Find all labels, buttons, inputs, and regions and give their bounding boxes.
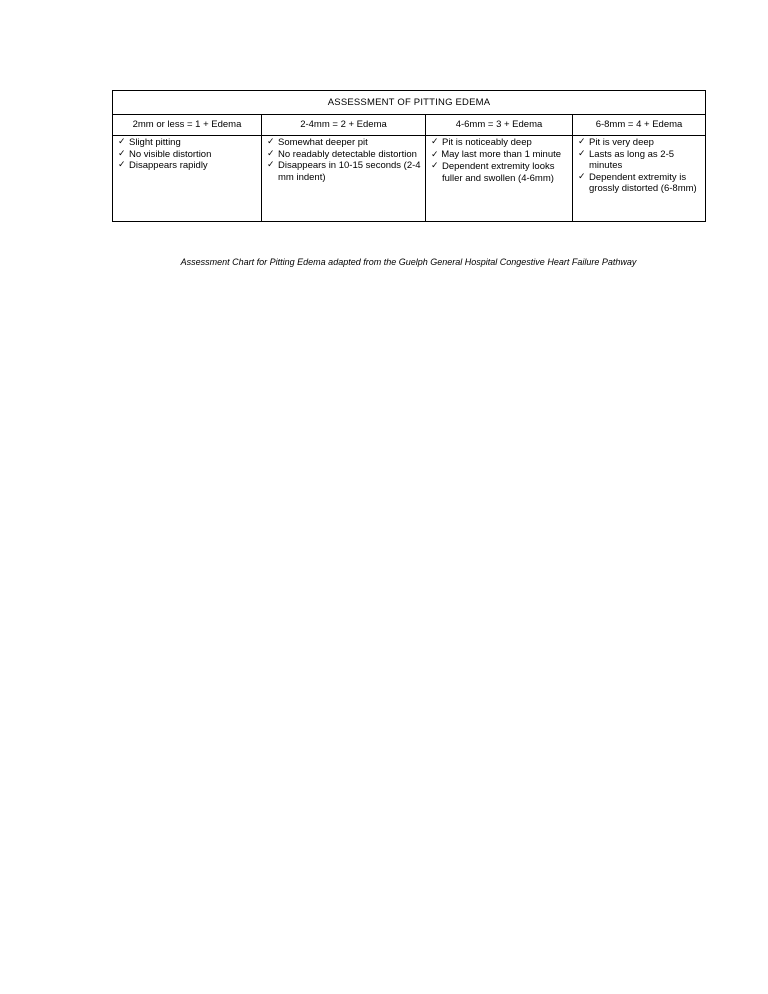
list-item: ✓ Lasts as long as 2-5 minutes	[578, 148, 675, 171]
checkmark-icon: ✓	[578, 148, 586, 159]
pitting-edema-table	[112, 90, 706, 222]
column-header-grade-4: 6-8mm = 4 + Edema	[573, 115, 706, 136]
list-item: ✓ May last more than 1 minute	[431, 148, 562, 160]
column-header-grade-1: 2mm or less = 1 + Edema	[113, 115, 262, 136]
checkmark-icon: ✓	[267, 137, 275, 147]
grade-2-criteria	[262, 136, 426, 222]
column-header-grade-3: 4-6mm = 3 + Edema	[426, 115, 573, 136]
grade-1-list	[118, 137, 259, 172]
table-body-row	[113, 136, 706, 222]
table-header-row	[113, 115, 706, 136]
list-item: ✓ Dependent extremity looks fuller and swollen (4-6mm)	[431, 161, 555, 184]
grade-4-criteria	[573, 136, 706, 222]
column-header-grade-2: 2-4mm = 2 + Edema	[262, 115, 426, 136]
checkmark-icon: ✓	[267, 160, 275, 170]
grade-1-criteria	[113, 136, 262, 222]
list-item: ✓ No visible distortion	[118, 148, 212, 160]
checkmark-icon: ✓	[431, 137, 439, 147]
checkmark-icon: ✓	[118, 148, 126, 159]
checkmark-icon: ✓	[267, 148, 275, 159]
table-title: ASSESSMENT OF PITTING EDEMA	[113, 91, 706, 115]
checkmark-icon: ✓	[118, 137, 126, 147]
table-title-row	[113, 91, 706, 115]
checkmark-icon: ✓	[431, 161, 439, 171]
table-caption: Assessment Chart for Pitting Edema adapted from the Guelph General Hospital Congestive Heart Failure Pathway	[180, 257, 637, 267]
checkmark-icon: ✓	[578, 137, 586, 147]
grade-2-list	[267, 137, 423, 183]
list-item: ✓ Slight pitting	[118, 137, 181, 148]
list-item: ✓ Dependent extremity is grossly distorted (6-8mm)	[578, 171, 697, 194]
checkmark-icon: ✓	[118, 160, 126, 170]
list-item: ✓ Disappears in 10-15 seconds (2-4 mm indent)	[267, 160, 421, 183]
list-item: ✓ No readably detectable distortion	[267, 148, 417, 160]
checkmark-icon: ✓	[578, 171, 586, 182]
list-item: ✓ Somewhat deeper pit	[267, 137, 368, 148]
list-item: ✓ Pit is noticeably deep	[431, 137, 532, 148]
list-item: ✓ Pit is very deep	[578, 137, 654, 148]
grade-3-list	[431, 137, 570, 184]
checkmark-icon: ✓	[431, 149, 439, 160]
grade-3-criteria	[426, 136, 573, 222]
list-item: ✓ Disappears rapidly	[118, 160, 208, 171]
grade-4-list	[578, 137, 703, 195]
